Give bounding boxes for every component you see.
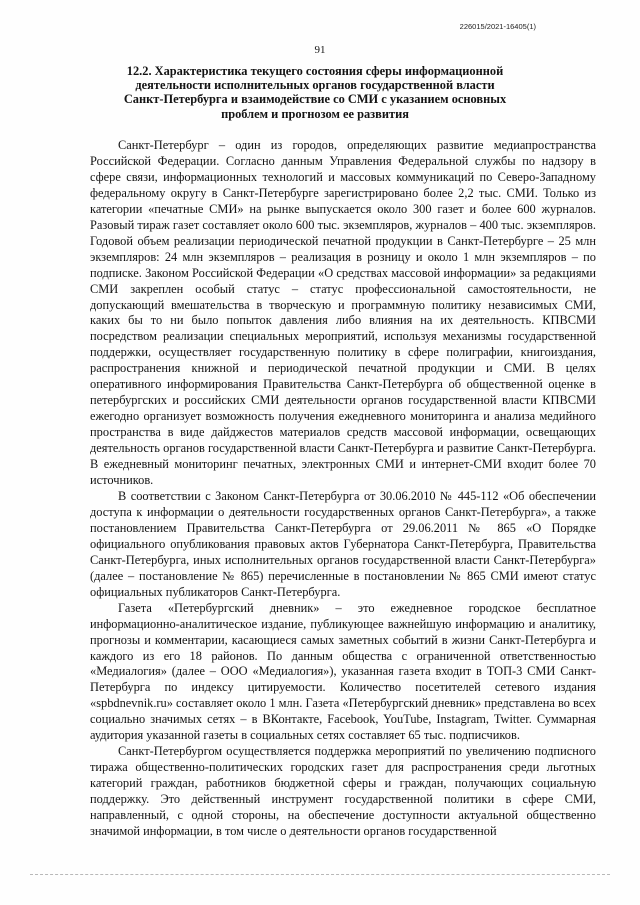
page-bottom-rule <box>30 874 610 875</box>
paragraph-media-overview: Санкт-Петербург – один из городов, определяющих развитие медиапространства Российской Федерации. Согласно данным Управления Федеральной службы по надзору в сфере связи, информационных технологий и массовых коммуникаций по Северо-Западному федеральному округу в Санкт-Петербурге зарегистрировано более 2,2 тыс. СМИ. Только из категории «печатные СМИ» на рынке выпускается около 300 газет и более 600 журналов. Разовый тираж газет составляет около 600 тыс. экземпляров, журналов – 400 тыс. экземпляров. Годовой объем реализации периодической печатной продукции в Санкт-Петербурге – 25 млн экземпляров: 24 млн экземпляров – реализация в розницу и около 1 млн экземпляров – по подписке. Законом Российской Федерации «О средствах массовой информации» за редакциями СМИ закреплен особый статус – статус профессиональной самостоятельности, не допускающий вмешательства в творческую и программную политику независимых СМИ, каких бы то ни было попыток давления либо влияния на их деятельность. КПВСМИ посредством реализации специальных мероприятий, используя механизмы государственной поддержки, осуществляет государственную политику в сфере полиграфии, книгоиздания, распространения книжной и периодической печатной продукции и СМИ. В целях оперативного информирования Правительства Санкт-Петербурга об общественной оценке в петербургских и российских СМИ деятельности органов государственной власти КПВСМИ ежегодно организует возможность получения ежедневного мониторинга и анализа медийного пространства в виде дайджестов материалов средств массовой информации, освещающих деятельность органов государственной власти Санкт-Петербурга и развитие Санкт-Петербурга. В ежедневный мониторинг печатных, электронных СМИ и интернет-СМИ входит более 70 источников. <box>90 138 596 488</box>
body-text <box>90 138 596 840</box>
section-heading: 12.2. Характеристика текущего состояния сферы информационной деятельности исполнительных органов государственной власти Санкт-Петербурга и взаимодействие со СМИ с указанием основных проблем и прогнозом ее развития <box>123 64 507 121</box>
document-id: 226015/2021-16405(1) <box>459 22 536 31</box>
paragraph-subscription-support: Санкт-Петербургом осуществляется поддержка мероприятий по увеличению подписного тиража общественно-политических городских газет для распространения среди льготных категорий граждан, работников бюджетной сферы и граждан, получающих социальную поддержку. Это действенный инструмент государственной политики в сфере СМИ, направленный, с одной стороны, на обеспечение доступности актуальной общественно значимой информации, в том числе о деятельности органов государственной <box>90 744 596 838</box>
paragraph-spb-dnevnik: Газета «Петербургский дневник» – это ежедневное городское бесплатное информационно-аналитическое издание, публикующее важнейшую информацию и аналитику, прогнозы и комментарии, касающиеся самых заметных событий в жизни Санкт-Петербурга и каждого из его 18 районов. По данным общества с ограниченной ответственностью «Медиалогия» (далее – ООО «Медиалогия»), указанная газета входит в ТОП-3 СМИ Санкт-Петербурга по индексу цитируемости. Количество посетителей сетевого издания «spbdnevnik.ru» составляет около 1 млн. Газета «Петербургский дневник» представлена во всех социально значимых сетях – в ВКонтакте, Facebook, YouTube, Instagram, Twitter. Суммарная аудитория указанной газеты в социальных сетях составляет 65 тыс. подписчиков. <box>90 600 596 743</box>
paragraph-official-publishers: В соответствии с Законом Санкт-Петербурга от 30.06.2010 № 445-112 «Об обеспечении доступа к информации о деятельности государственных органов Санкт-Петербурга», а также постановлением Правительства Санкт-Петербурга от 29.06.2011 № 865 «О Порядке официального опубликования правовых актов Губернатора Санкт-Петербурга, Правительства Санкт-Петербурга, иных исполнительных органов государственной власти Санкт-Петербурга» (далее – постановление № 865) перечисленные в постановлении № 865 СМИ имеют статус официальных публикаторов Санкт-Петербурга. <box>90 488 596 599</box>
page-number: 91 <box>314 44 326 56</box>
